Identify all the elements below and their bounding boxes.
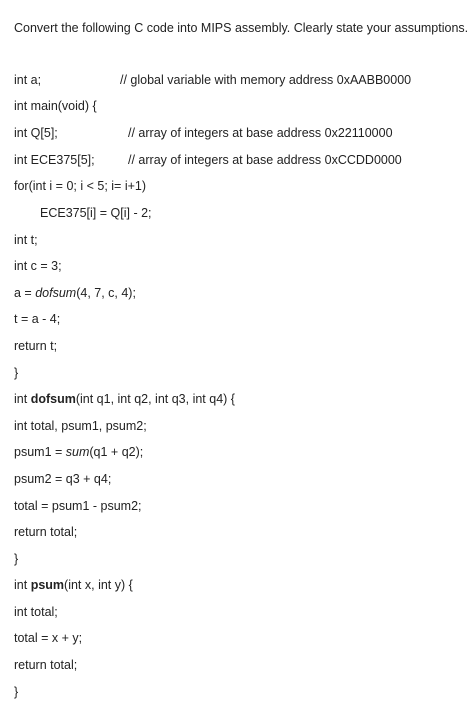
call-arguments: (4, 7, c, 4); — [76, 286, 136, 300]
code-line-return-total-1: return total; — [14, 525, 78, 539]
psum-parameters: (int x, int y) { — [64, 578, 133, 592]
psum1-function-name: sum — [65, 445, 90, 459]
call-function-name: dofsum — [35, 286, 77, 300]
code-line-return-t: return t; — [14, 339, 58, 353]
code-line-psum1 — [14, 444, 143, 460]
code-line-decl-c: int c = 3; — [14, 259, 62, 273]
code-line-loop-body: ECE375[i] = Q[i] - 2; — [40, 206, 152, 220]
comment-global-a: // global variable with memory address 0xAABB0000 — [120, 73, 412, 87]
code-line-t-assign: t = a - 4; — [14, 312, 61, 326]
comment-array-q: // array of integers at base address 0x22110000 — [128, 126, 393, 140]
code-line-decl-ece375: int ECE375[5]; — [14, 153, 95, 167]
call-prefix: a = — [14, 286, 36, 300]
dofsum-parameters: (int q1, int q2, int q3, int q4) { — [75, 392, 235, 406]
question-text: Convert the following C code into MIPS assembly. Clearly state your assumptions. — [14, 21, 469, 35]
code-line-total-xy: total = x + y; — [14, 631, 83, 645]
code-line-main-signature: int main(void) { — [14, 99, 97, 113]
code-line-close-psum: } — [14, 685, 19, 699]
psum1-arguments: (q1 + q2); — [89, 445, 144, 459]
code-line-close-main: } — [14, 366, 19, 380]
code-line-decl-total: int total; — [14, 605, 58, 619]
code-line-call-dofsum — [14, 285, 136, 301]
psum-function-name: psum — [30, 578, 65, 592]
comment-array-ece375: // array of integers at base address 0xCCDD0000 — [128, 153, 402, 167]
code-line-for-loop: for(int i = 0; i < 5; i= i+1) — [14, 179, 147, 193]
code-line-total: total = psum1 - psum2; — [14, 499, 142, 513]
code-line-dofsum-signature — [14, 391, 235, 407]
dofsum-return-type: int — [14, 392, 31, 406]
dofsum-function-name: dofsum — [30, 392, 76, 406]
code-line-psum2: psum2 = q3 + q4; — [14, 472, 112, 486]
psum1-prefix: psum1 = — [14, 445, 66, 459]
code-line-decl-t: int t; — [14, 233, 38, 247]
code-line-psum-signature — [14, 577, 133, 593]
code-line-return-total-2: return total; — [14, 658, 78, 672]
code-line-decl-totals: int total, psum1, psum2; — [14, 419, 147, 433]
code-line-decl-a: int a; — [14, 73, 42, 87]
code-line-decl-q: int Q[5]; — [14, 126, 58, 140]
psum-return-type: int — [14, 578, 31, 592]
code-line-close-dofsum: } — [14, 552, 19, 566]
